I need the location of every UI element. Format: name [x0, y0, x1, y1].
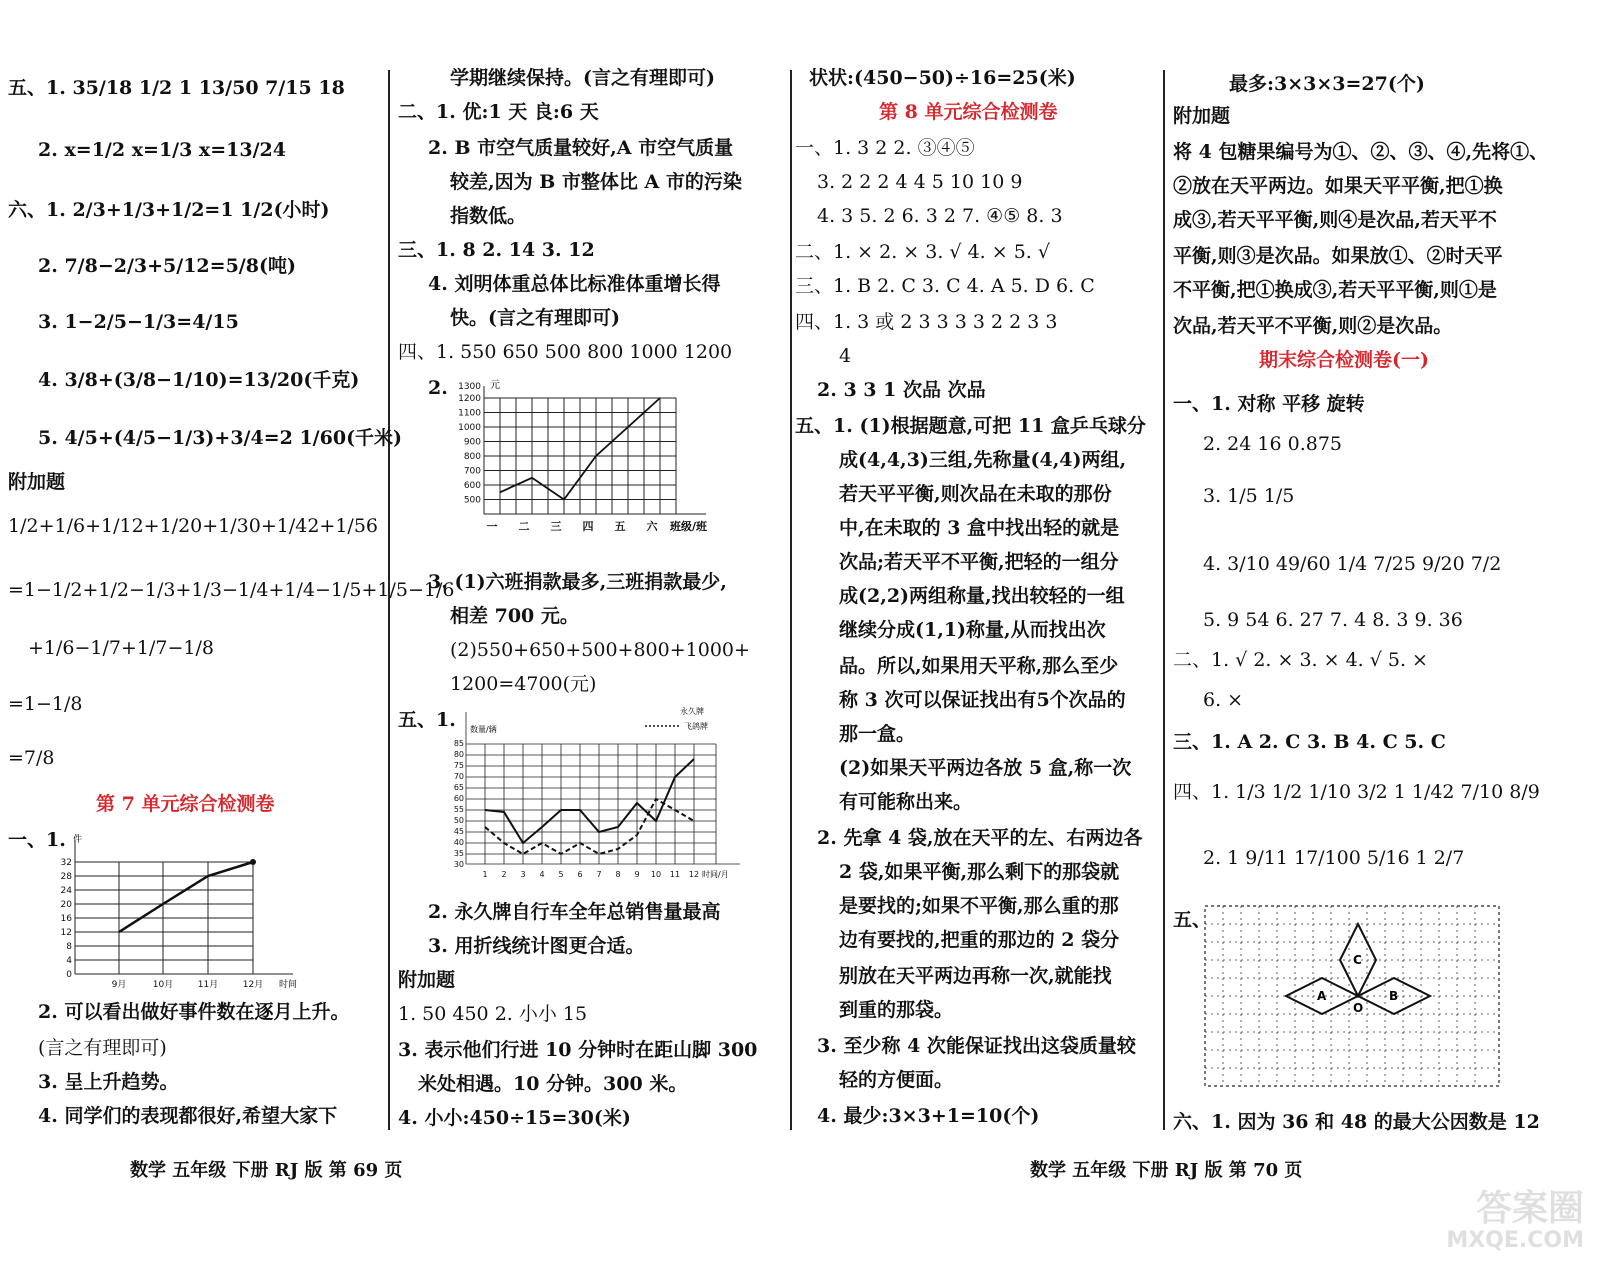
tick-label: 10月	[152, 980, 174, 990]
answer-line: 较差,因为 B 市整体比 A 市的污染	[450, 171, 742, 193]
answer-line: 4	[839, 345, 852, 367]
answer-line: 次品;若天平不平衡,把轻的一组分	[839, 551, 1119, 573]
answer-line: 一、1.	[8, 829, 66, 851]
tick-label: 8	[615, 870, 621, 879]
legend-label: 飞鸽牌	[684, 722, 708, 731]
answer-line: =7/8	[8, 747, 55, 769]
answer-line: 2. 可以看出做好事件数在逐月上升。	[38, 1001, 350, 1023]
answer-line: 六、1. 因为 36 和 48 的最大公因数是 12	[1173, 1111, 1540, 1133]
answer-line: 3. 1−2/5−1/3=4/15	[38, 311, 239, 333]
tick-label: 900	[463, 437, 481, 448]
tick-label: 12月	[242, 980, 264, 990]
tick-label: 5	[558, 870, 564, 879]
axis-label: 班级/班	[670, 520, 708, 533]
tick-label: 1000	[458, 423, 481, 433]
answer-line: 3. (1)六班捐款最多,三班捐款最少,	[428, 571, 727, 593]
answer-line: 学期继续保持。(言之有理即可)	[450, 67, 715, 89]
vertex-label: O	[1353, 1001, 1364, 1015]
line-chart-good-deeds	[53, 832, 323, 992]
answer-line: 到重的那袋。	[839, 999, 954, 1021]
tick-label: 50	[453, 816, 464, 825]
tick-label: 600	[463, 481, 481, 491]
tick-label: 7	[596, 870, 602, 879]
column-3	[795, 58, 1157, 1138]
answer-line: 平衡,则③是次品。如果放①、②时天平	[1173, 245, 1503, 267]
tick-label: 一	[486, 520, 498, 533]
answer-line: 4. 最少:3×3+1=10(个)	[817, 1105, 1040, 1127]
answer-line: 二、1. × 2. × 3. √ 4. × 5. √	[795, 241, 1050, 263]
answer-line: 4. 同学们的表现都很好,希望大家下	[38, 1105, 338, 1127]
tick-label: 三	[550, 520, 562, 533]
tick-label: 75	[453, 761, 464, 770]
answer-line: 6. ×	[1203, 689, 1244, 711]
answer-line: 成(2,2)两组称量,找出较轻的一组	[839, 585, 1125, 607]
answer-line: 三、1. 8 2. 14 3. 12	[398, 239, 595, 261]
answer-line: 1/2+1/6+1/12+1/20+1/30+1/42+1/56	[8, 515, 379, 537]
tick-label: 45	[453, 827, 464, 836]
answer-line: 品。所以,如果用天平称,那么至少	[839, 655, 1119, 677]
answer-line: (2)550+650+500+800+1000+	[450, 639, 750, 661]
watermark-logo: 答案圈 MXQE.COM	[1446, 1188, 1584, 1253]
answer-line: 若天平平衡,则次品在未取的那份	[839, 483, 1112, 505]
answer-line: 3. 用折线统计图更合适。	[428, 935, 645, 957]
answer-line: 4. 小小:450÷15=30(米)	[398, 1107, 631, 1129]
answer-line: 状状:(450−50)÷16=25(米)	[809, 67, 1076, 89]
tick-label: 11月	[197, 980, 219, 990]
answer-line: 四、1. 1/3 1/2 1/10 3/2 1 1/42 7/10 8/9	[1173, 781, 1540, 803]
answer-line: +1/6−1/7+1/7−1/8	[28, 637, 214, 659]
tick-label: 6	[577, 870, 583, 879]
answer-line: 3. 1/5 1/5	[1203, 485, 1295, 507]
tick-label: 二	[518, 520, 530, 533]
tick-label: 12	[688, 870, 700, 879]
answer-line: 四、1. 550 650 500 800 1000 1200	[398, 341, 733, 363]
section-heading: 附加题	[1173, 105, 1231, 127]
tick-label: 85	[453, 739, 464, 748]
tick-label: 32	[60, 858, 72, 868]
tick-label: 8	[66, 942, 72, 952]
answer-line: 指数低。	[450, 205, 527, 227]
answer-line: 米处相遇。10 分钟。300 米。	[418, 1073, 688, 1095]
answer-line: 2. 1 9/11 17/100 5/16 1 2/7	[1203, 847, 1465, 869]
answer-line: 轻的方便面。	[839, 1069, 954, 1091]
tick-label: 70	[453, 772, 464, 781]
tick-label: 2	[501, 870, 507, 879]
answer-line: 称 3 次可以保证找出有5个次品的	[839, 689, 1126, 711]
final-test-title: 期末综合检测卷(一)	[1259, 349, 1429, 371]
answer-line: 3. 至少称 4 次能保证找出这袋质量较	[817, 1035, 1136, 1057]
unit-test-title: 第 7 单元综合检测卷	[96, 793, 275, 815]
tick-label: 12	[60, 928, 72, 938]
answer-line: 2. x=1/2 x=1/3 x=13/24	[38, 139, 287, 161]
tick-label: 1100	[458, 408, 481, 419]
axis-label: 数量/辆	[470, 725, 497, 734]
axis-label: 元	[490, 380, 500, 391]
unit-test-title: 第 8 单元综合检测卷	[879, 101, 1058, 123]
answer-line: 四、1. 3 或 2 3 3 3 3 2 2 3 3	[795, 311, 1058, 333]
tick-label: 65	[453, 783, 464, 792]
answer-line: 2. 永久牌自行车全年总销售量最高	[428, 901, 721, 923]
answer-line: 4. 3 5. 2 6. 3 2 7. ④⑤ 8. 3	[817, 205, 1063, 227]
tick-label: 20	[60, 900, 72, 910]
tick-label: 800	[463, 452, 481, 462]
answer-line: 那一盒。	[839, 723, 916, 745]
answer-line: (言之有理即可)	[38, 1037, 167, 1059]
answer-line: 5. 9 54 6. 27 7. 4 8. 3 9. 36	[1203, 609, 1463, 631]
column-divider	[1163, 70, 1165, 1130]
tick-label: 四	[582, 520, 594, 533]
answer-line: 4. 3/8+(3/8−1/10)=13/20(千克)	[38, 369, 360, 391]
tick-label: 700	[463, 466, 481, 477]
vertex-label: C	[1353, 953, 1362, 967]
answer-line: 五、	[1173, 909, 1212, 931]
answer-line: 2. 3 3 1 次品 次品	[817, 379, 986, 401]
axis-label: 时间	[279, 980, 298, 990]
tick-label: 80	[453, 750, 464, 759]
answer-line: 成(4,4,3)三组,先称量(4,4)两组,	[839, 449, 1127, 471]
vertex-label: A	[1317, 989, 1327, 1003]
answer-line: ②放在天平两边。如果天平平衡,把①换	[1173, 175, 1503, 197]
answer-line: (2)如果天平两边各放 5 盒,称一次	[839, 757, 1132, 779]
tick-label: 500	[463, 495, 481, 506]
section-heading: 附加题	[8, 471, 66, 493]
answer-line: 1. 50 450 2. 小小 15	[398, 1003, 588, 1025]
tick-label: 六	[646, 520, 658, 533]
answer-line: 继续分成(1,1)称量,从而找出次	[839, 619, 1106, 641]
answer-line: 有可能称出来。	[839, 791, 973, 813]
answer-line: 五、1.	[398, 709, 456, 731]
answer-line: 次品,若天平不平衡,则②是次品。	[1173, 315, 1453, 337]
tick-label: 1300	[458, 382, 481, 392]
answer-line: 五、1. 35/18 1/2 1 13/50 7/15 18	[8, 77, 345, 99]
answer-line: =1−1/2+1/2−1/3+1/3−1/4+1/4−1/5+1/5−1/6	[8, 579, 455, 601]
tick-label: 3	[520, 870, 526, 879]
answer-line: 5. 4/5+(4/5−1/3)+3/4=2 1/60(千米)	[38, 427, 403, 449]
tick-label: 55	[453, 805, 464, 814]
answer-line: 六、1. 2/3+1/3+1/2=1 1/2(小时)	[8, 199, 330, 221]
answer-line: 一、1. 3 2 2. ③④⑤	[795, 137, 975, 159]
answer-line: 一、1. 对称 平移 旋转	[1173, 393, 1365, 415]
answer-line: 五、1. (1)根据题意,可把 11 盒乒乓球分	[795, 415, 1146, 437]
answer-line: 2.	[428, 377, 448, 399]
answer-line: 二、1. 优:1 天 良:6 天	[398, 101, 599, 123]
line-chart-bicycle-sales	[440, 702, 760, 892]
tick-label: 60	[453, 794, 464, 803]
section-heading: 附加题	[398, 969, 456, 991]
tick-label: 五	[614, 520, 626, 533]
answer-line: 4. 3/10 49/60 1/4 7/25 9/20 7/2	[1203, 553, 1502, 575]
tick-label: 9月	[111, 980, 127, 990]
answer-line: 1200=4700(元)	[450, 673, 597, 695]
tick-label: 1200	[458, 394, 481, 404]
legend-label: 永久牌	[680, 707, 704, 716]
vertex-label: B	[1389, 989, 1399, 1003]
tick-label: 0	[66, 970, 72, 980]
column-2	[398, 58, 780, 1138]
column-divider	[790, 70, 792, 1130]
tick-label: 4	[66, 956, 72, 966]
answer-line: =1−1/8	[8, 693, 83, 715]
axis-label: 时间/月	[702, 870, 729, 879]
answer-line: 最多:3×3×3=27(个)	[1229, 73, 1425, 95]
answer-line: 3. 呈上升趋势。	[38, 1071, 179, 1093]
answer-line: 3. 2 2 2 4 4 5 10 10 9	[817, 171, 1023, 193]
answer-line: 成③,若天平平衡,则④是次品,若天平不	[1173, 209, 1497, 231]
answer-line: 3. 表示他们行进 10 分钟时在距山脚 300	[398, 1039, 758, 1061]
column-4	[1173, 58, 1583, 1138]
tick-label: 11	[669, 870, 681, 879]
tick-label: 35	[453, 849, 464, 858]
answer-line: 别放在天平两边再称一次,就能找	[839, 965, 1112, 987]
tick-label: 24	[60, 886, 72, 896]
answer-line: 2. 先拿 4 袋,放在天平的左、右两边各	[817, 827, 1143, 849]
tick-label: 10	[650, 870, 662, 879]
answer-line: 快。(言之有理即可)	[450, 307, 620, 329]
answer-line: 将 4 包糖果编号为①、②、③、④,先将①、	[1173, 141, 1549, 163]
column-1	[8, 58, 455, 1138]
answer-line: 是要找的;如果不平衡,那么重的那	[839, 895, 1119, 917]
answer-line: 2. 24 16 0.875	[1203, 433, 1342, 455]
answer-line: 三、1. B 2. C 3. C 4. A 5. D 6. C	[795, 275, 1095, 297]
tick-label: 9	[634, 870, 640, 879]
answer-line: 2. 7/8−2/3+5/12=5/8(吨)	[38, 255, 296, 277]
answer-line: 二、1. √ 2. × 3. × 4. √ 5. ×	[1173, 649, 1428, 671]
rotation-grid-figure	[1203, 904, 1503, 1094]
page-footer-70: 数学 五年级 下册 RJ 版 第 70 页	[1030, 1160, 1303, 1181]
tick-label: 16	[60, 914, 72, 924]
answer-line: 中,在未取的 3 盒中找出轻的就是	[839, 517, 1120, 539]
tick-label: 4	[539, 870, 545, 879]
answer-line: 相差 700 元。	[450, 605, 579, 627]
axis-label: 件	[73, 835, 83, 845]
answer-line: 边有要找的,把重的那边的 2 袋分	[839, 929, 1120, 951]
answer-line: 4. 刘明体重总体比标准体重增长得	[428, 273, 721, 295]
answer-line: 2 袋,如果平衡,那么剩下的那袋就	[839, 861, 1120, 883]
page-footer-69: 数学 五年级 下册 RJ 版 第 69 页	[130, 1160, 403, 1181]
answer-line: 2. B 市空气质量较好,A 市空气质量	[428, 137, 734, 159]
tick-label: 40	[453, 838, 464, 847]
tick-label: 1	[482, 870, 488, 879]
tick-label: 28	[60, 872, 72, 882]
tick-label: 30	[453, 860, 464, 869]
answer-line: 三、1. A 2. C 3. B 4. C 5. C	[1173, 731, 1446, 753]
line-chart-donations	[450, 378, 720, 548]
answer-line: 不平衡,把①换成③,若天平平衡,则①是	[1173, 279, 1497, 301]
